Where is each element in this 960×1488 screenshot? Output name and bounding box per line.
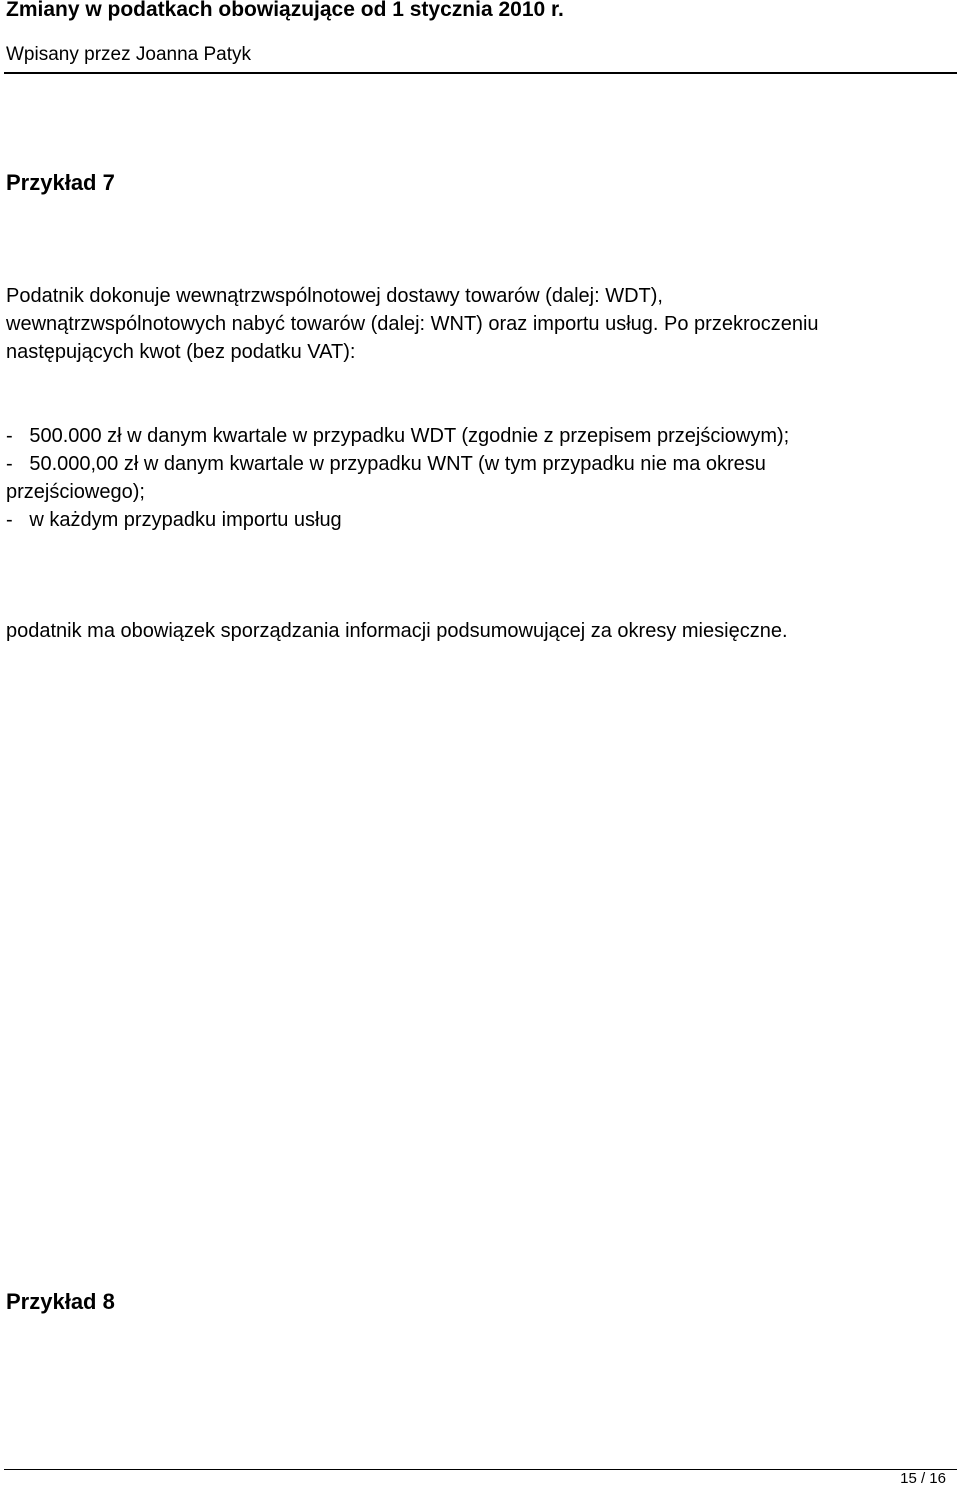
header-divider	[4, 72, 957, 74]
conclusion-line: podatnik ma obowiązek sporządzania informacji podsumowującej za okresy miesięczne.	[6, 620, 788, 642]
list-item: - 500.000 zł w danym kwartale w przypadku WDT (zgodnie z przepisem przejściowym);	[6, 425, 790, 447]
intro-line: następujących kwot (bez podatku VAT):	[6, 341, 356, 363]
conclusion-paragraph	[6, 617, 956, 645]
document-author: Wpisany przez Joanna Patyk	[6, 44, 252, 65]
intro-line: Podatnik dokonuje wewnątrzwspólnotowej dostawy towarów (dalej: WDT),	[6, 285, 663, 307]
threshold-list	[6, 422, 956, 534]
list-item-continuation: przejściowego);	[6, 481, 145, 503]
example-8-heading: Przykład 8	[6, 1289, 115, 1314]
document-title: Zmiany w podatkach obowiązujące od 1 stycznia 2010 r.	[6, 0, 564, 21]
list-item: - 50.000,00 zł w danym kwartale w przypadku WNT (w tym przypadku nie ma okresu	[6, 453, 766, 475]
page-number: 15 / 16	[900, 1470, 946, 1487]
example-7-heading: Przykład 7	[6, 170, 115, 195]
list-item: - w każdym przypadku importu usług	[6, 509, 342, 531]
footer-divider	[4, 1469, 957, 1470]
intro-line: wewnątrzwspólnotowych nabyć towarów (dalej: WNT) oraz importu usług. Po przekroczeniu	[6, 313, 819, 335]
intro-paragraph	[6, 282, 956, 366]
